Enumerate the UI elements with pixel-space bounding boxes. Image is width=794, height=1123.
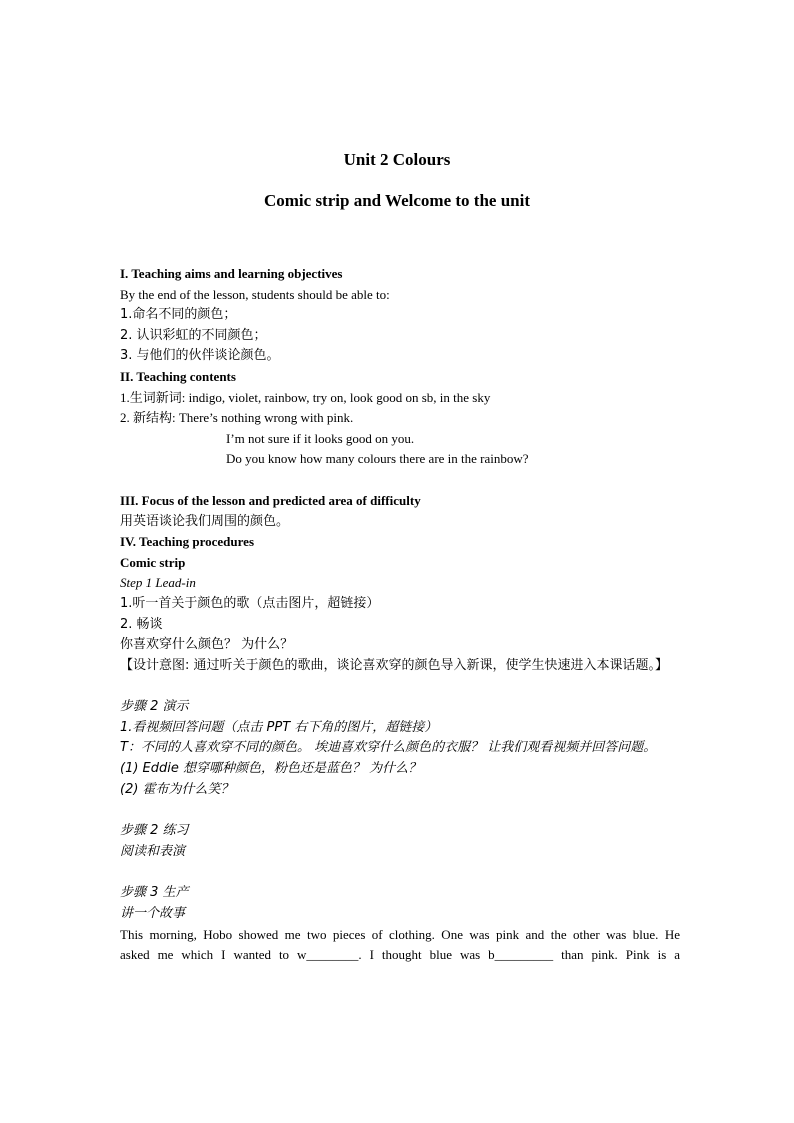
- step-heading: 步骤 2 练习: [120, 823, 189, 839]
- page-subtitle: Comic strip and Welcome to the unit: [263, 191, 530, 210]
- document-body: [120, 264, 680, 966]
- text-line: 2. 畅谈: [120, 616, 163, 632]
- text-line: Do you know how many colours there are in the rainbow?: [226, 451, 529, 467]
- step-heading: 步骤 2 演示: [120, 699, 189, 715]
- story-line: This morning, Hobo showed me two pieces of clothing. One was pink and the other was blue. He: [120, 926, 680, 942]
- section-heading: III. Focus of the lesson and predicted area of difficulty: [120, 492, 421, 508]
- subsection-heading: Comic strip: [120, 554, 186, 570]
- text-line: By the end of the lesson, students should be able to:: [120, 286, 390, 302]
- design-note: 【设计意图: 通过听关于颜色的歌曲，谈论喜欢穿的颜色导入新课，使学生快速进入本课话题。】: [120, 657, 669, 673]
- step-heading: Step 1 Lead-in: [120, 575, 196, 591]
- section-heading: IV. Teaching procedures: [120, 534, 255, 550]
- text-line: 讲一个故事: [120, 906, 186, 922]
- text-line: (1) Eddie 想穿哪种颜色，粉色还是蓝色？ 为什么？: [120, 761, 422, 777]
- text-line: I’m not sure if it looks good on you.: [226, 430, 415, 446]
- text-line: 你喜欢穿什么颜色？ 为什么？: [120, 637, 294, 653]
- text-line: 2. 认识彩虹的不同颜色；: [120, 327, 267, 343]
- step-heading: 步骤 3 生产: [120, 885, 189, 901]
- text-line: T：不同的人喜欢穿不同的颜色。 埃迪喜欢穿什么颜色的衣服？ 让我们观看视频并回答问题。: [120, 740, 657, 756]
- text-line: 1.命名不同的颜色；: [120, 307, 237, 323]
- page-title: Unit 2 Colours: [343, 150, 451, 169]
- text-line: 2. 新结构: There’s nothing wrong with pink.: [120, 410, 354, 426]
- text-line: 1.听一首关于颜色的歌（点击图片，超链接）: [120, 595, 380, 611]
- section-heading: I. Teaching aims and learning objectives: [120, 266, 343, 281]
- text-line: (2) 霍布为什么笑？: [120, 781, 234, 797]
- text-line: 1.生词新词: indigo, violet, rainbow, try on, look good on sb, in the sky: [120, 389, 491, 405]
- text-line: 用英语谈论我们周围的颜色。: [120, 513, 290, 529]
- text-line: 3. 与他们的伙伴谈论颜色。: [120, 348, 280, 364]
- text-line: 阅读和表演: [120, 843, 186, 859]
- text-line: 1.看视频回答问题（点击 PPT 右下角的图片，超链接）: [120, 719, 438, 735]
- section-heading: II. Teaching contents: [120, 368, 236, 384]
- story-line: asked me which I wanted to w________. I thought blue was b_________ than pink. Pink is a: [120, 947, 680, 963]
